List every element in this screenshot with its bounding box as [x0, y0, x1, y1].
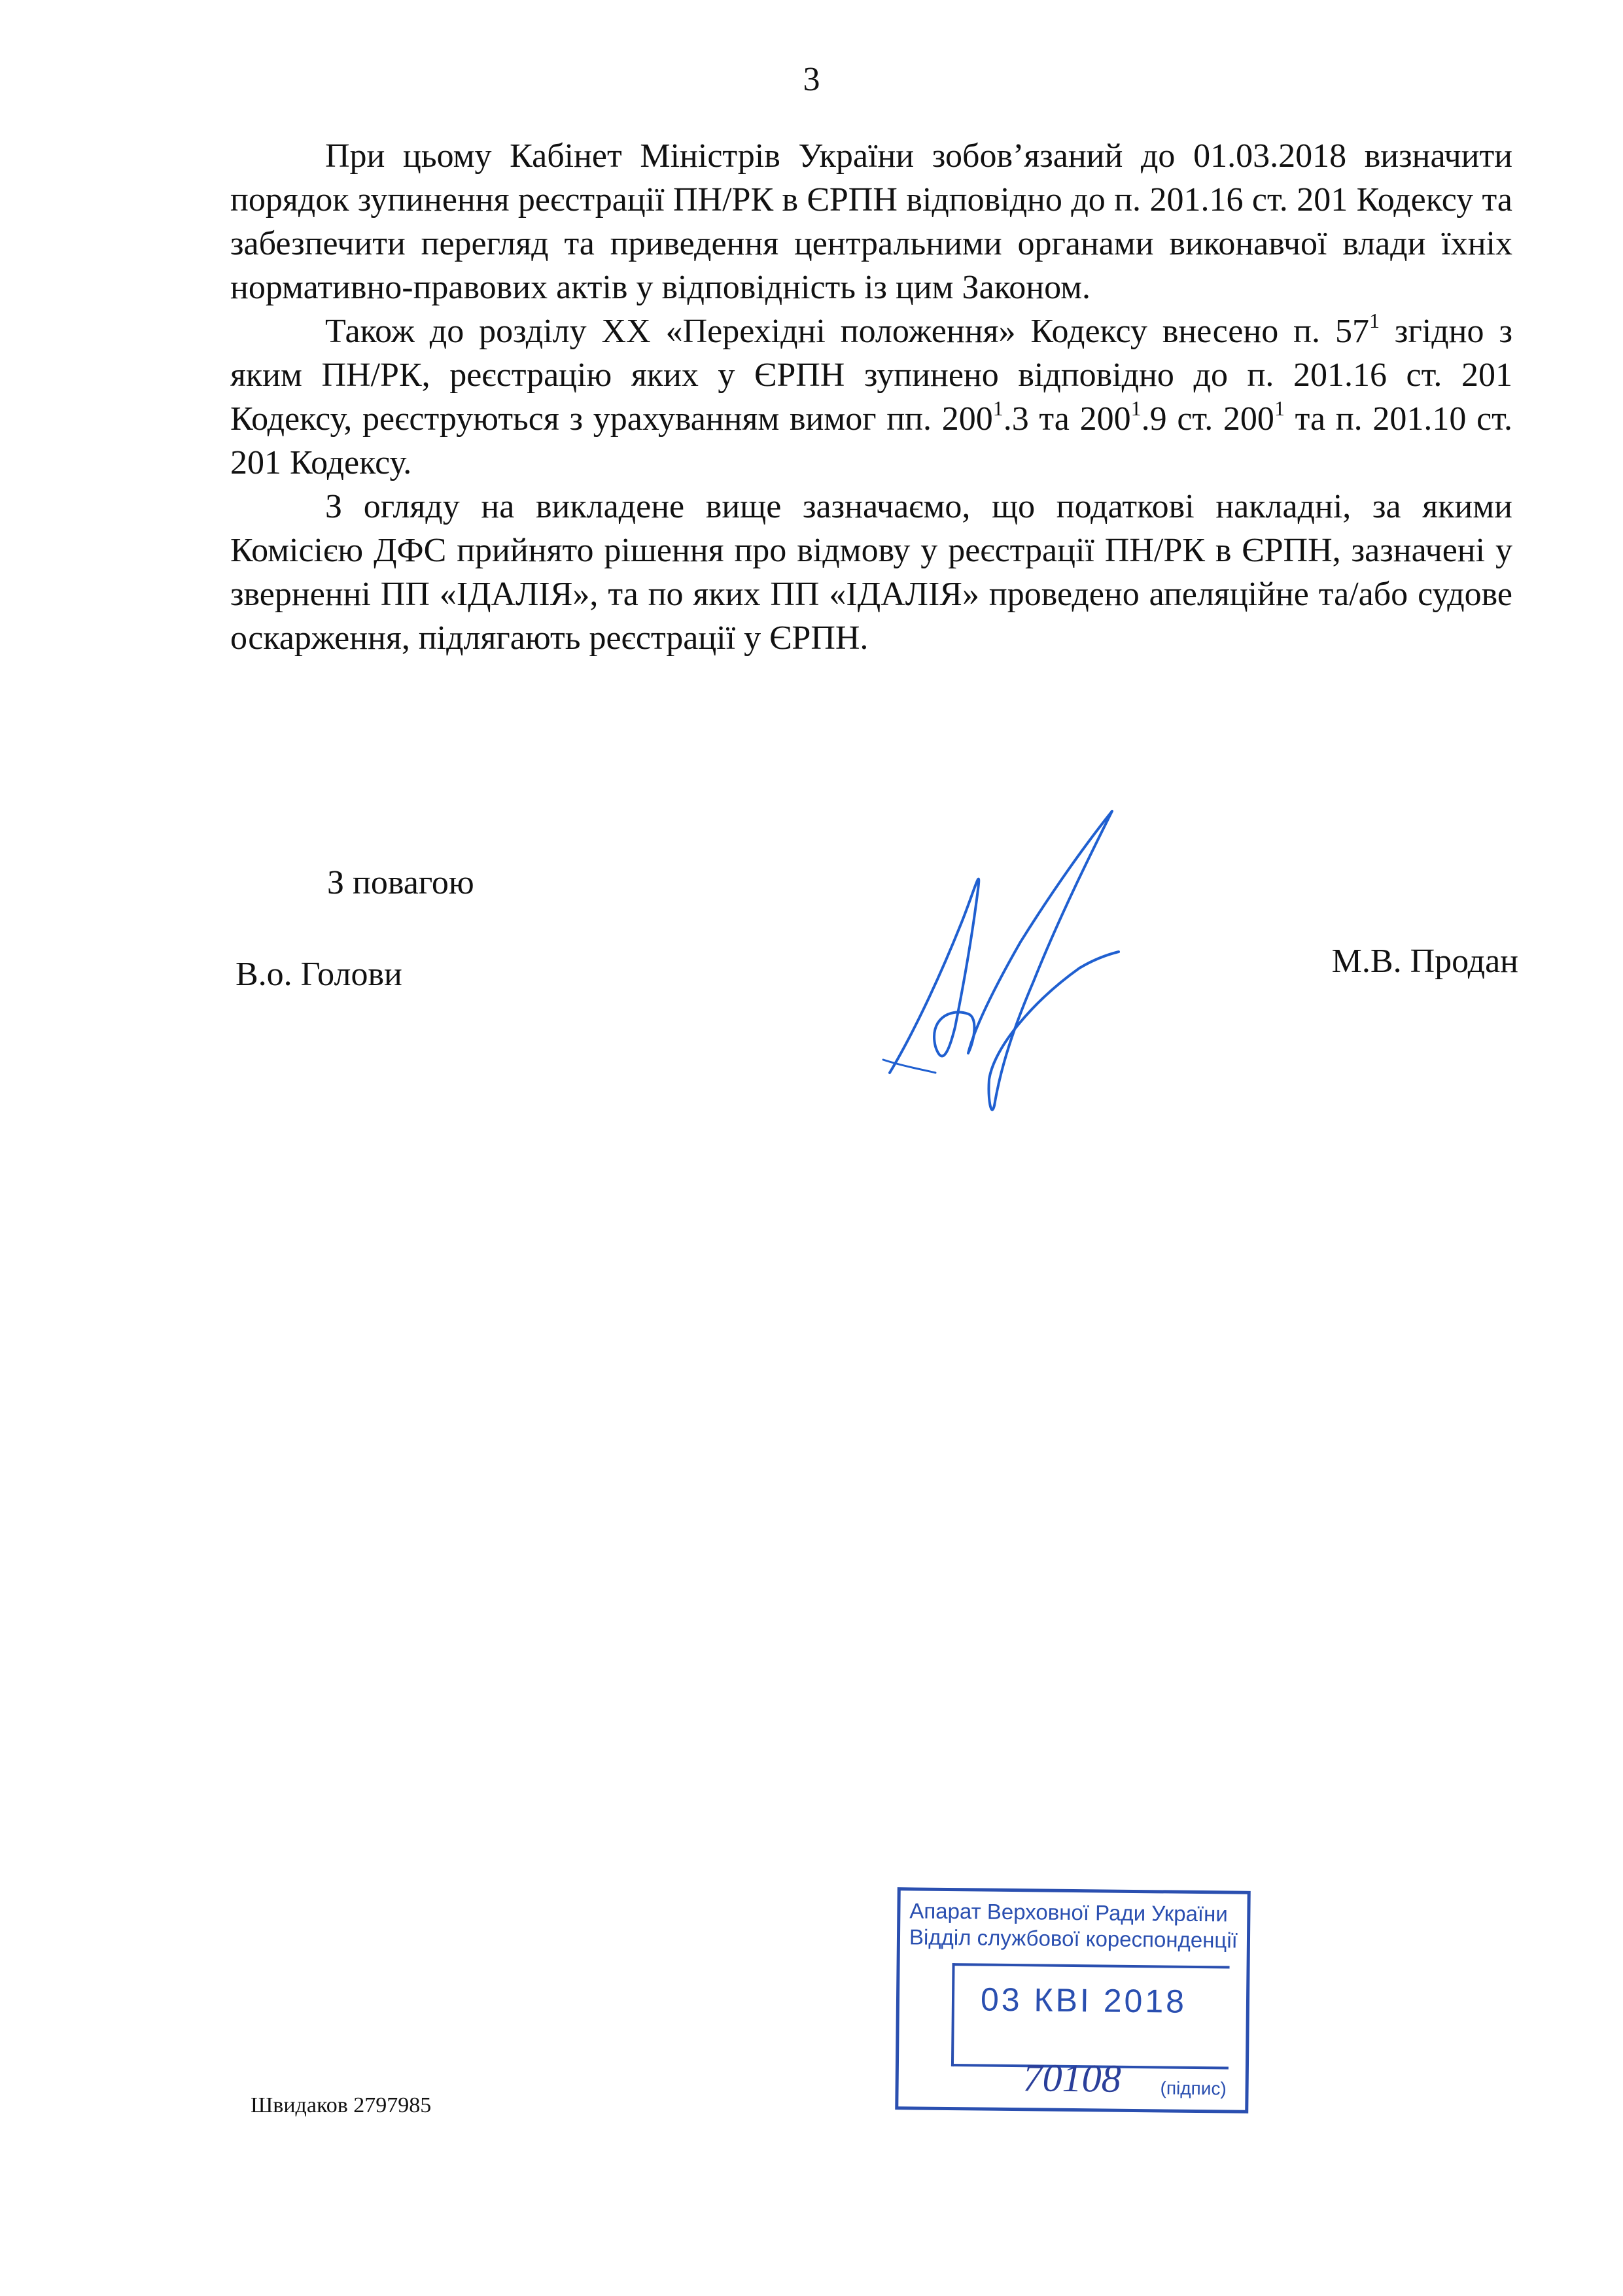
paragraph-3-text: З огляду на викладене вище зазначаємо, що податкові накладні, за якими Комісією ДФС прийнято рішення про відмову у реєстрації ПН/РК в ЄРПН, зазначені у зверненні ПП «ІДАЛІЯ», та по яких ПП «ІДАЛІЯ» проведено апеляційне та/або судове оскарження, підлягають реєстрації у ЄРПН. [230, 488, 1512, 657]
paragraph-3 [230, 485, 1512, 660]
executor-note: Швидаков 2797985 [251, 2093, 432, 2117]
signatory-name: М.В. Продан [1331, 943, 1518, 980]
closing-phrase: З повагою [327, 864, 474, 901]
paragraph-1-text: При цьому Кабінет Міністрів України зобов’язаний до 01.03.2018 визначити порядок зупинення реєстрації ПН/РК в ЄРПН відповідно до п. 201.16 ст. 201 Кодексу та забезпечити перегляд та приведення центральними органами виконавчої влади їхніх нормативно-правових актів у відповідність із цим Законом. [230, 137, 1512, 306]
position-title: В.о. Голови [236, 956, 402, 993]
superscript: 1 [992, 396, 1003, 420]
superscript: 1 [1274, 396, 1285, 420]
stamp-organization: Апарат Верховної Ради України [909, 1898, 1228, 1926]
paragraph-2-part-5: та п. 201.10 ст. 201 Кодексу. [230, 400, 1512, 481]
superscript: 1 [1130, 396, 1142, 420]
registration-stamp [895, 1887, 1251, 2113]
page-number: 3 [803, 61, 820, 98]
paragraph-1 [230, 134, 1512, 309]
paragraph-2-part-3: .3 та 200 [1003, 400, 1131, 438]
stamp-date-box [951, 1963, 1230, 2069]
stamp-registration-number: 70108 [1022, 2056, 1122, 2100]
superscript: 1 [1369, 309, 1380, 332]
stamp-department: Відділ службової кореспонденції [909, 1924, 1238, 1953]
paragraph-2-part-1: Також до розділу XX «Перехідні положення» Кодексу внесено п. 57 [325, 313, 1369, 350]
letter-body [230, 134, 1512, 660]
stamp-date: 03 КВІ 2018 [980, 1981, 1187, 2020]
paragraph-2 [230, 309, 1512, 485]
stamp-sign-label: (підпис) [1160, 2078, 1227, 2099]
paragraph-2-part-4: .9 ст. 200 [1141, 400, 1274, 438]
paragraph-2-part-2: згідно з яким ПН/РК, реєстрацію яких у ЄРПН зупинено відповідно до п. 201.16 ст. 201 Кодексу, реєструються з урахуванням вимог пп. 200 [230, 313, 1512, 438]
handwritten-signature [864, 791, 1138, 1132]
